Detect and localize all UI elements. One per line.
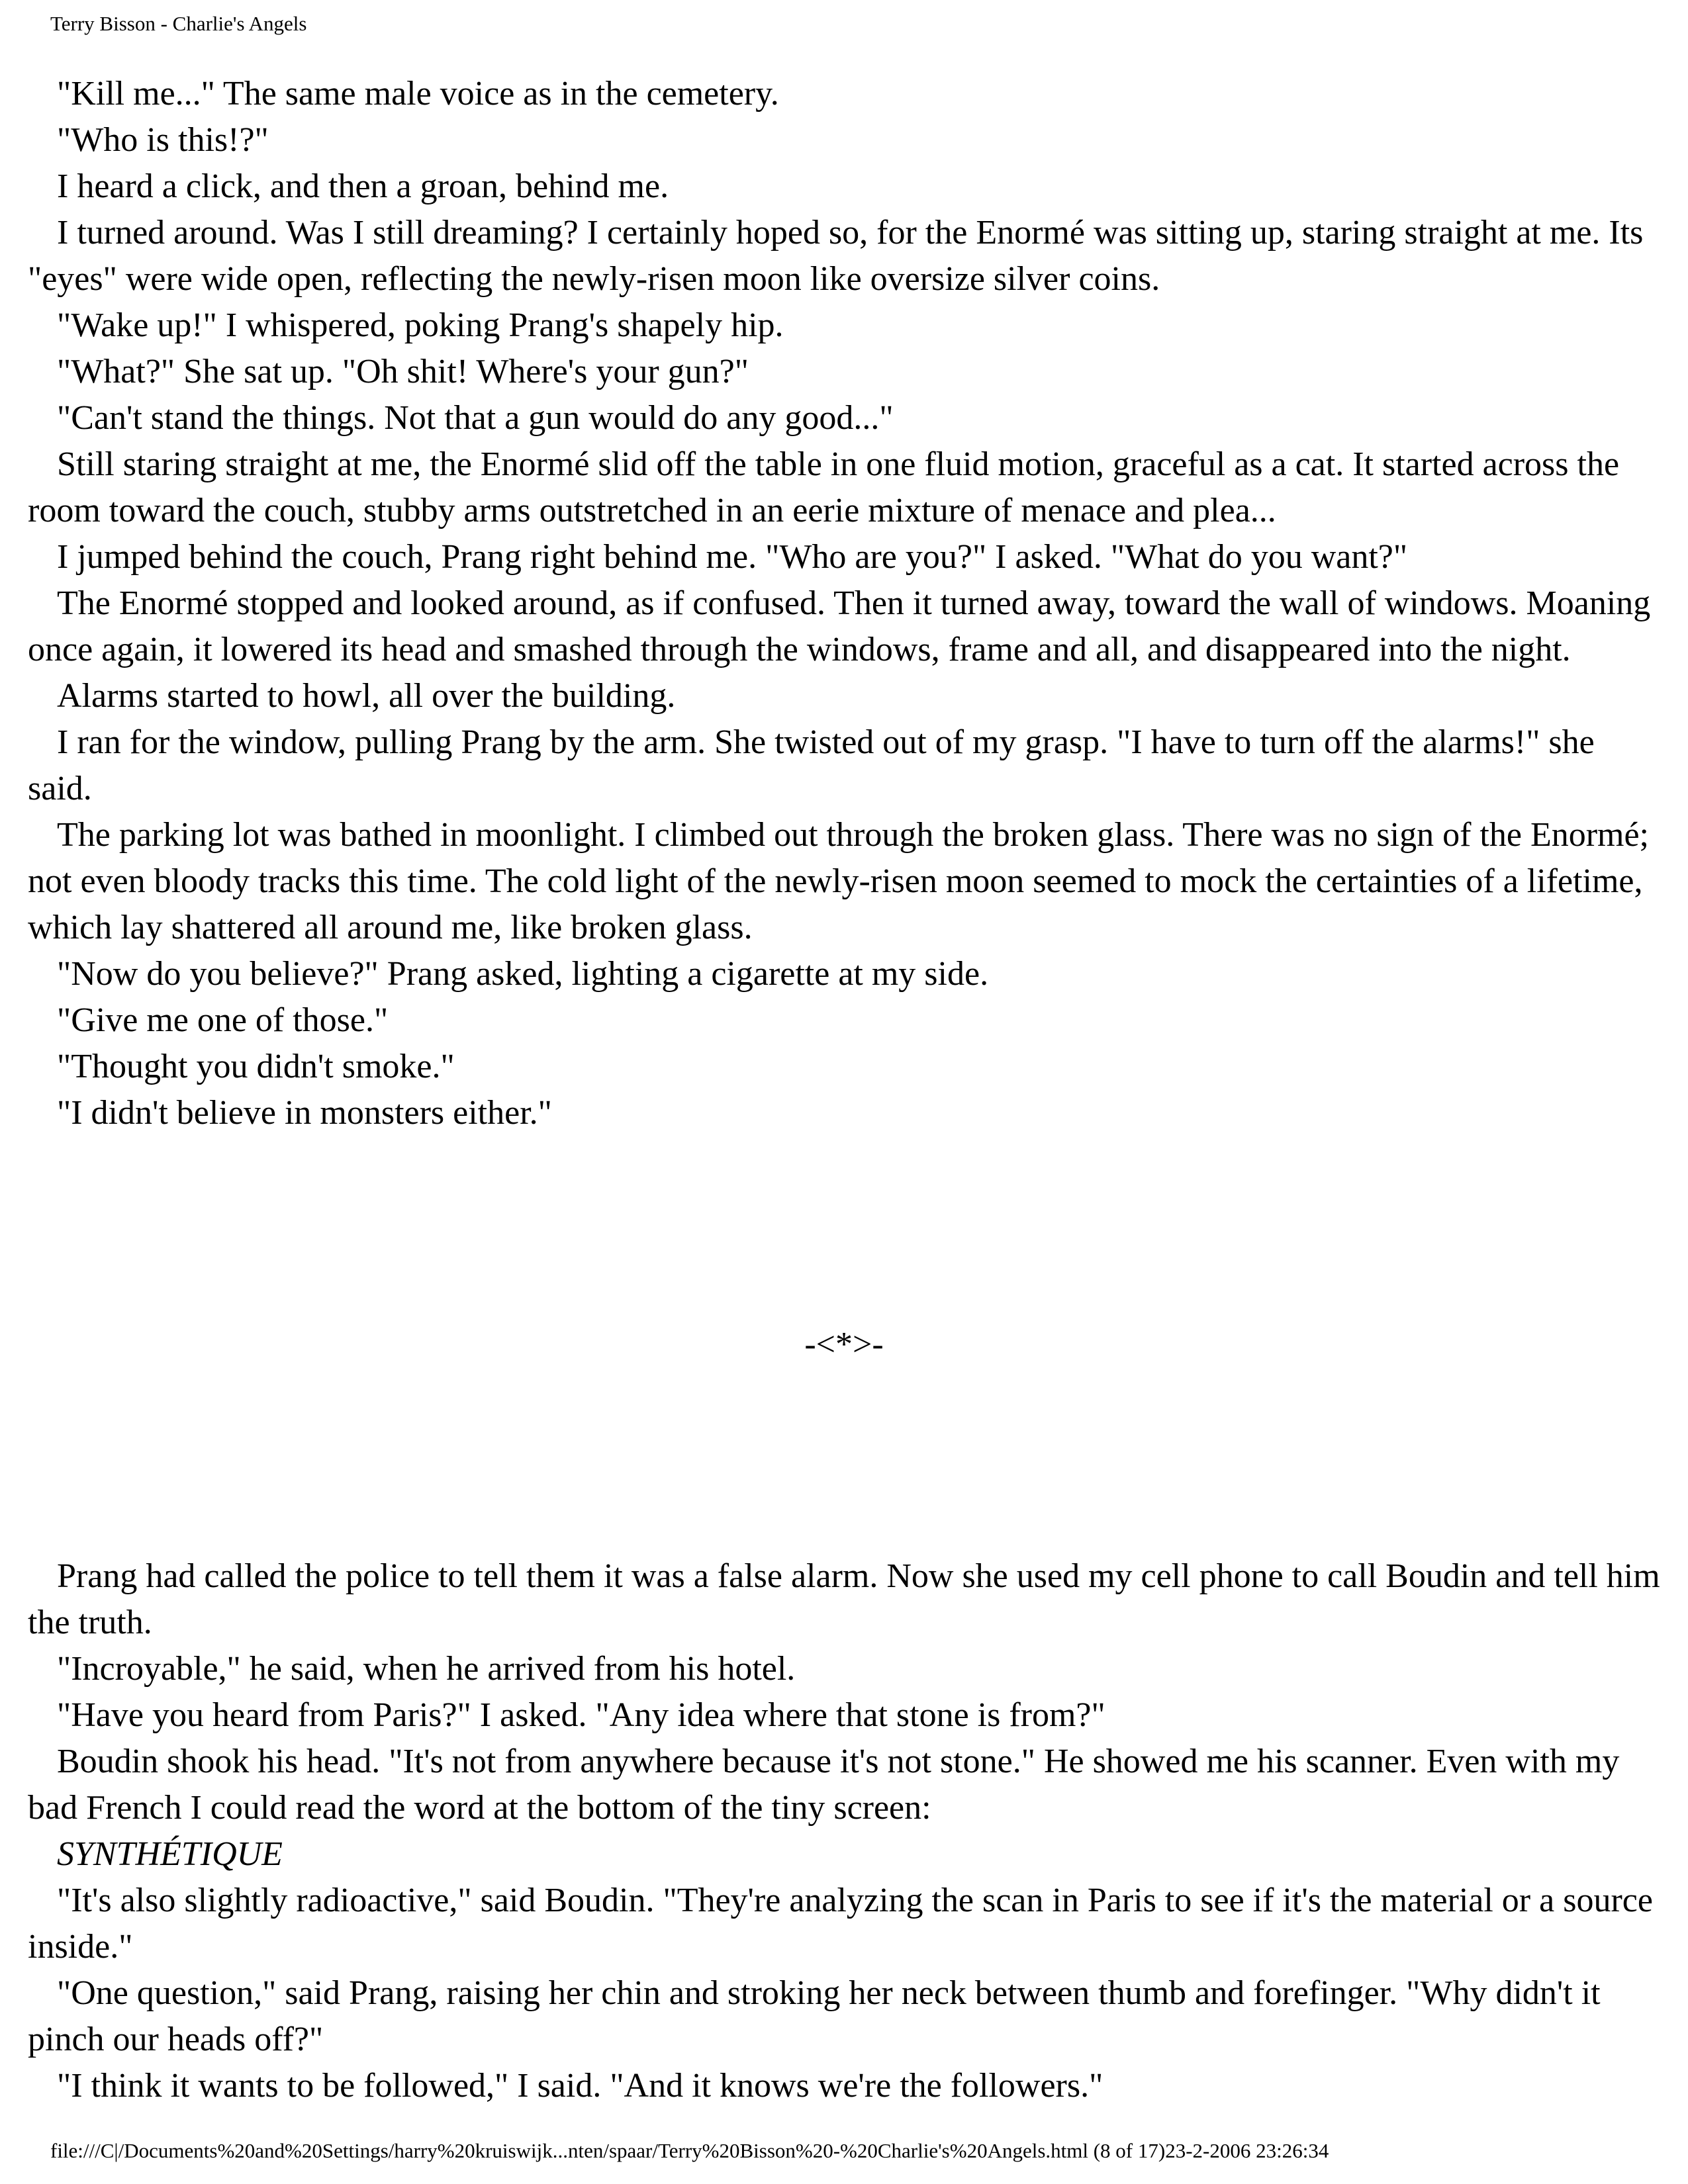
section-spacer (28, 1368, 1660, 1553)
paragraph: "Wake up!" I whispered, poking Prang's shapely hip. (57, 306, 784, 344)
paragraph: "Have you heard from Paris?" I asked. "Any idea where that stone is from?" (57, 1696, 1105, 1734)
paragraph: Boudin shook his head. "It's not from anywhere because it's not stone." He showed me his scanner. Even with my bad French I could read the word at the bottom of the tiny screen: (28, 1743, 1620, 1827)
paragraph: "What?" She sat up. "Oh shit! Where's your gun?" (57, 353, 749, 390)
paragraph: I ran for the window, pulling Prang by the arm. She twisted out of my grasp. "I have to turn off the alarms!" she said. (28, 723, 1595, 807)
paragraph: The Enormé stopped and looked around, as if confused. Then it turned away, toward the wall of windows. Moaning once again, it lowered its head and smashed through the windows, frame and all, and disappeared into the night. (28, 584, 1651, 668)
paragraph: "Kill me..." The same male voice as in the cemetery. (57, 75, 779, 113)
paragraph: The parking lot was bathed in moonlight. I climbed out through the broken glass. There was no sign of the Enormé; not even bloody tracks this time. The cold light of the newly-risen moon seemed to mock the certainties of a lifetime, which lay shattered all around me, like broken glass. (28, 816, 1649, 946)
scene-separator: -<*>- (804, 1326, 884, 1363)
scanner-readout: SYNTHÉTIQUE (57, 1835, 283, 1873)
paragraph: Prang had called the police to tell them it was a false alarm. Now she used my cell phone to call Boudin and tell him the truth. (28, 1557, 1660, 1641)
paragraph: I jumped behind the couch, Prang right behind me. "Who are you?" I asked. "What do you want?" (57, 538, 1408, 576)
paragraph: Still staring straight at me, the Enormé slid off the table in one fluid motion, graceful as a cat. It started across the room toward the couch, stubby arms outstretched in an eerie mixture of menace and plea... (28, 445, 1620, 529)
paragraph: "It's also slightly radioactive," said Boudin. "They're analyzing the scan in Paris to see if it's the material or a source inside." (28, 1882, 1653, 1966)
section-spacer (28, 1136, 1660, 1322)
paragraph: "Who is this!?" (57, 121, 269, 159)
paragraph: "Now do you believe?" Prang asked, lighting a cigarette at my side. (57, 955, 989, 993)
page-header: Terry Bisson - Charlie's Angels (50, 12, 307, 35)
paragraph: Alarms started to howl, all over the building. (57, 677, 676, 715)
paragraph: "Thought you didn't smoke." (57, 1048, 455, 1085)
paragraph: "I didn't believe in monsters either." (57, 1094, 552, 1132)
paragraph: I turned around. Was I still dreaming? I certainly hoped so, for the Enormé was sitting up, staring straight at me. Its "eyes" were wide open, reflecting the newly-risen moon like oversize silver coins. (28, 214, 1644, 298)
paragraph: "Can't stand the things. Not that a gun would do any good..." (57, 399, 894, 437)
paragraph: I heard a click, and then a groan, behind me. (57, 167, 669, 205)
paragraph: "Incroyable," he said, when he arrived from his hotel. (57, 1650, 796, 1688)
paragraph: "I think it wants to be followed," I said. "And it knows we're the followers." (57, 2067, 1103, 2105)
paragraph: "One question," said Prang, raising her chin and stroking her neck between thumb and forefinger. "Why didn't it pinch our heads off?" (28, 1974, 1601, 2058)
page-footer: file:///C|/Documents%20and%20Settings/harry%20kruiswijk...nten/spaar/Terry%20Bisson%20-%20Charlie's%20Angels.html (8 of 17)23-2-2006 23:26:34 (50, 2139, 1329, 2162)
paragraph: "Give me one of those." (57, 1001, 389, 1039)
document-body (28, 71, 1660, 2109)
